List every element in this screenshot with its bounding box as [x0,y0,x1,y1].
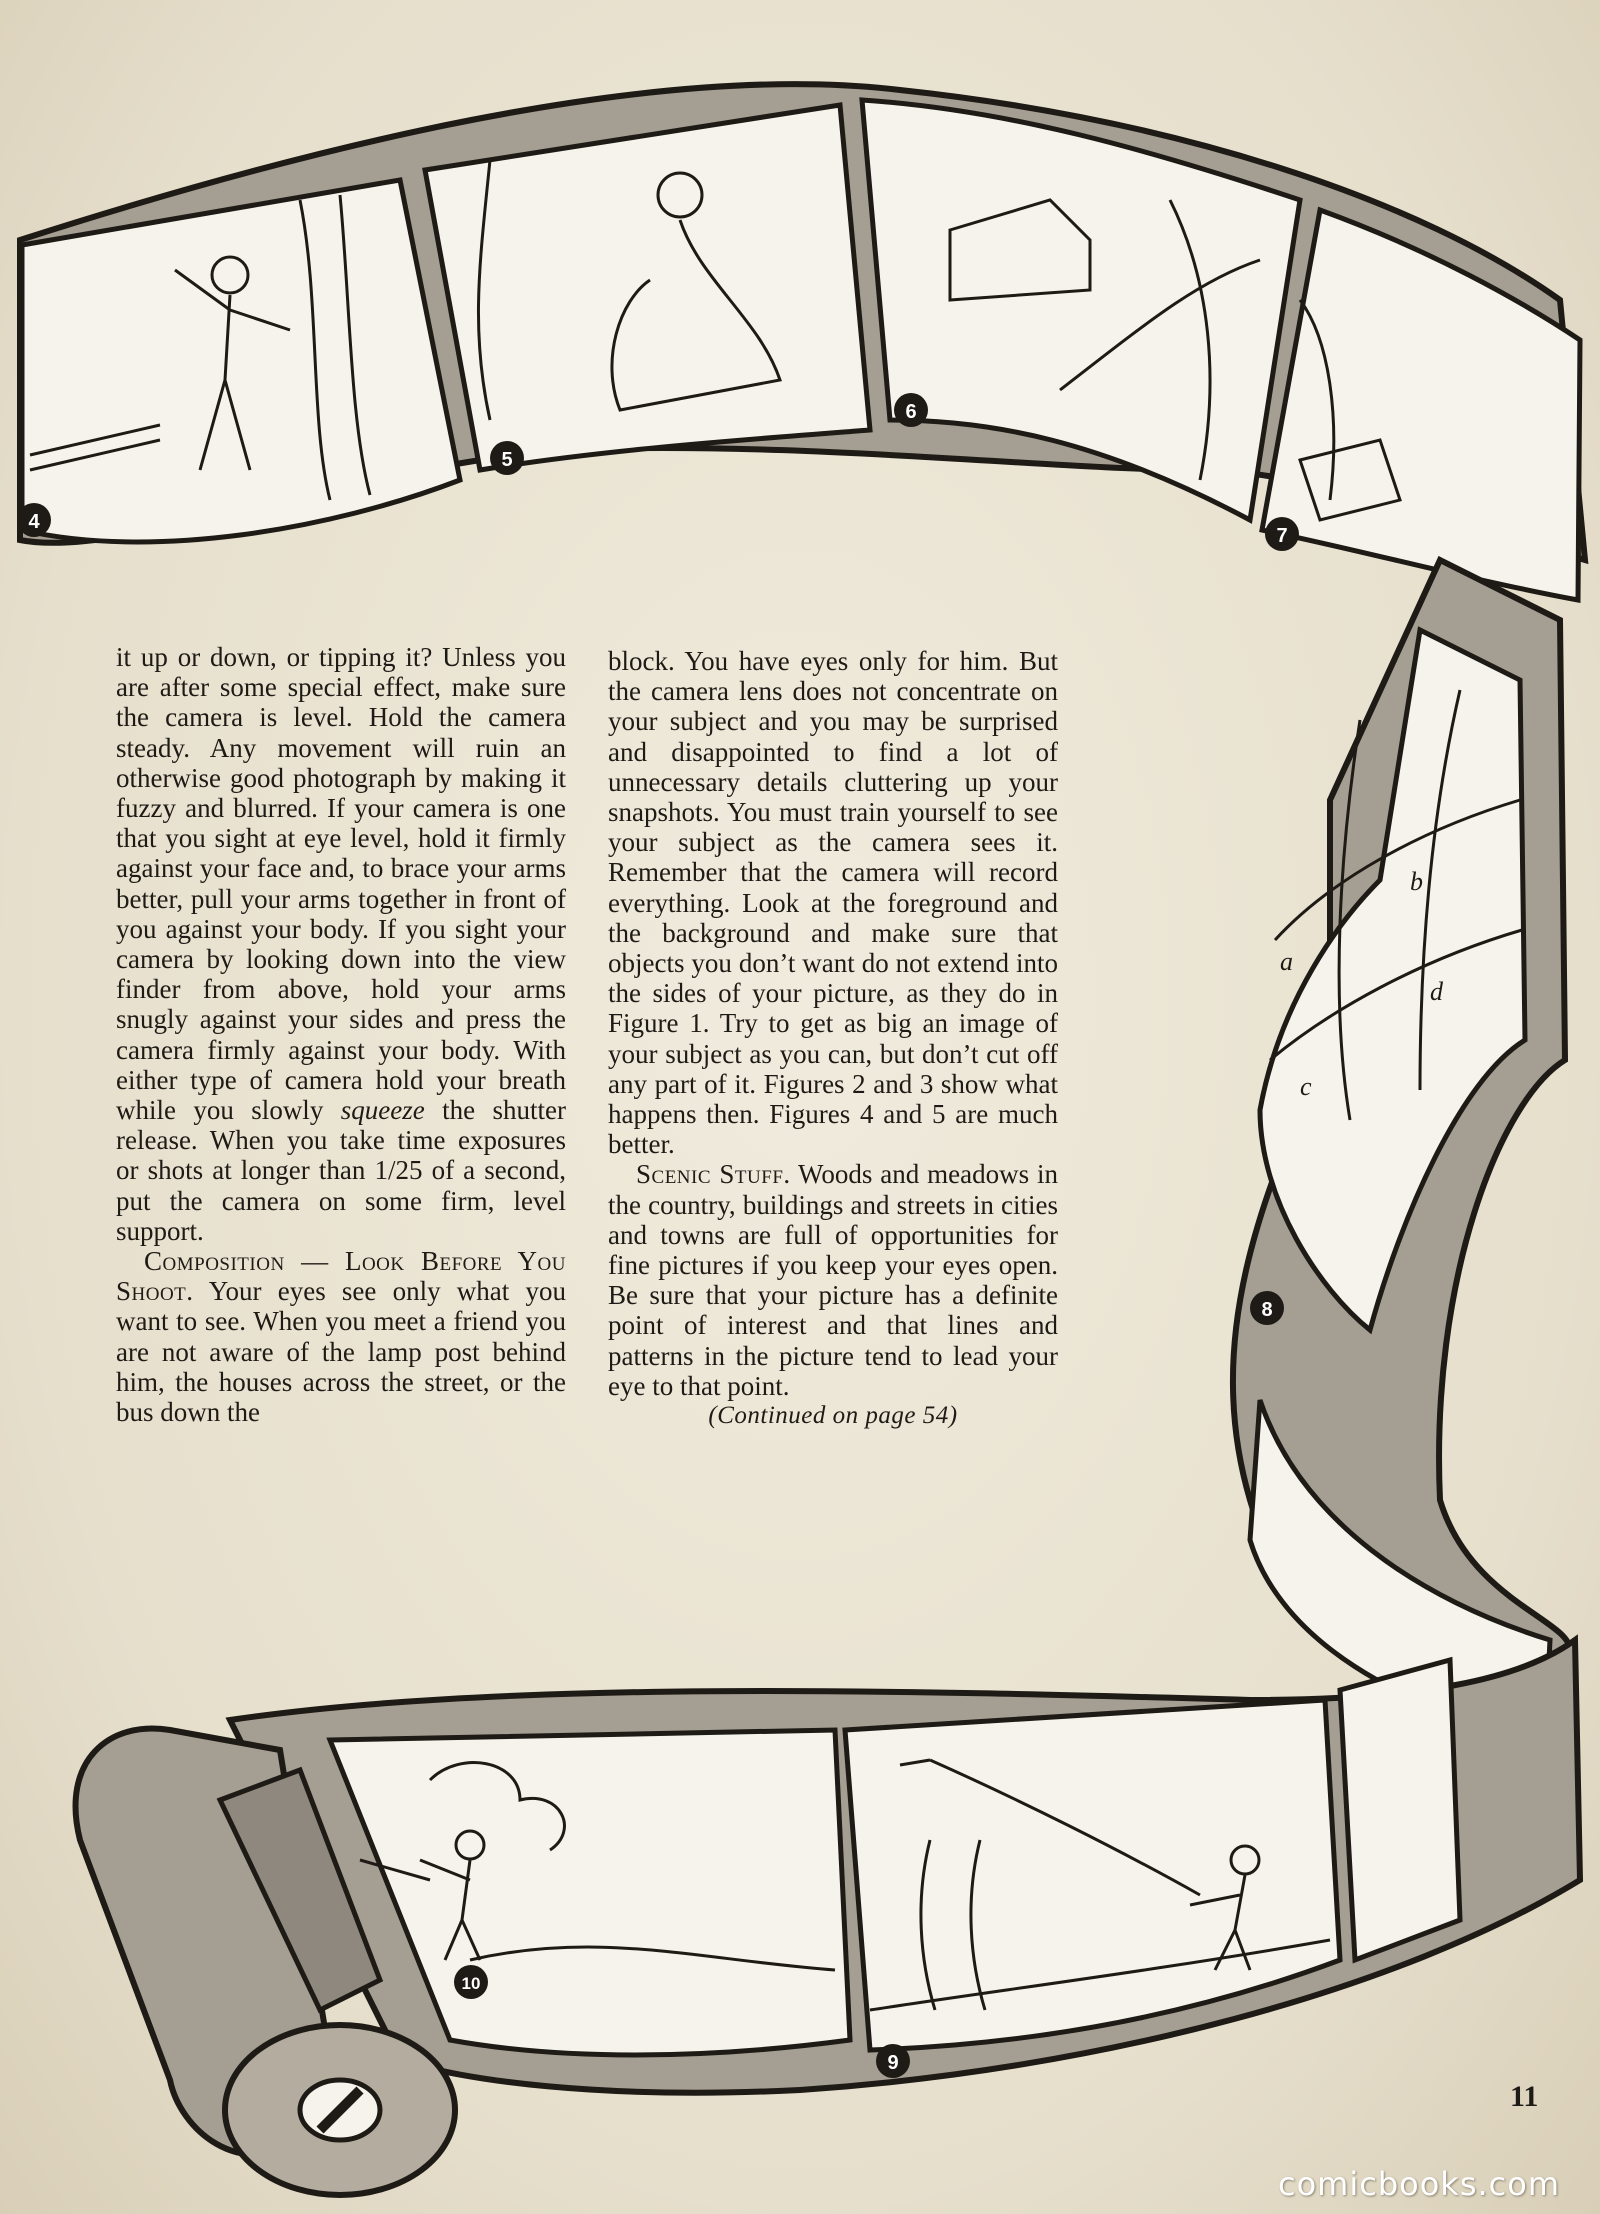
emphasis-squeeze: squeeze [340,1095,425,1126]
page-number: 11 [1510,2080,1539,2113]
paragraph-text: Your eyes see only what you want to see. When you meet a friend you are not aware of the lamp post behind him, the houses across the street, or the bus down the [116,1276,566,1428]
paragraph-scenic-stuff [608,1159,1058,1401]
paragraph-text: it up or down, or tipping it? Unless you are after some special effect, make sure the camera is level. Hold the camera steady. Any movement will ruin an otherwise good photograph by making it fuzzy and blurred. If your camera is one that you sight at eye level, hold it firmly against your face and, to brace your arms better, pull your arms together in front of you against your body. If you sight your camera by looking down into the view finder from above, hold your arms snugly against your sides and press the camera firmly against your body. With either type of camera hold your breath while you slowly [116,642,566,1126]
frame-4 [22,180,460,542]
frame-end [1340,1660,1460,1960]
article-column-right [608,646,1058,1431]
grid-letter-b: b [1410,867,1423,896]
frame-5 [425,105,870,470]
watermark: comicbooks.com [1278,2165,1561,2203]
figure-number-10: 10 [461,1974,481,1993]
paragraph-camera-lens: block. You have eyes only for him. But the camera lens does not concentrate on your subject and you may be surprised and disappointed to find a lot of unnecessary details cluttering up your snapshots. You must train yourself to see your subject as the camera sees it. Remember that the camera will record everything. Look at the foreground and the background and make sure that objects you don’t want do not extend into the sides of your picture, as they do in Figure 1. Try to get as big an image of your subject as you can, but don’t cut off any part of it. Figures 2 and 3 show what happens then. Figures 4 and 5 are much better. [608,646,1058,1160]
paragraph-camera-steady [116,642,566,1246]
continued-note: (Continued on page 54) [708,1402,958,1430]
grid-letter-c: c [1300,1072,1312,1101]
paragraph-text: Woods and meadows in the country, buildings and streets in cities and towns are full of opportunities for fine pictures if you keep your eyes open. Be sure that your picture has a definite point of interest and that lines and patterns in the picture tend to lead your eye to that point. [608,1159,1058,1401]
section-heading-scenic: Scenic Stuff. [636,1159,791,1190]
figure-number-9: 9 [887,2052,899,2074]
figure-number-5: 5 [501,449,513,471]
grid-letter-d: d [1430,977,1443,1006]
figure-number-7: 7 [1276,525,1288,547]
grid-letter-a: a [1280,947,1293,976]
figure-number-6: 6 [905,401,917,423]
figure-number-4: 4 [28,511,40,533]
article-column-left [116,642,566,1427]
figure-number-8: 8 [1261,1299,1273,1321]
paragraph-text-end: the shutter release. When you take time exposures or shots at longer than 1/25 of a second, put the camera on some firm, level support. [116,1095,566,1246]
frame-7 [1262,210,1580,600]
section-heading-composition: Composition — Look Before You Shoot. [116,1246,566,1307]
paragraph-composition [116,1246,566,1427]
